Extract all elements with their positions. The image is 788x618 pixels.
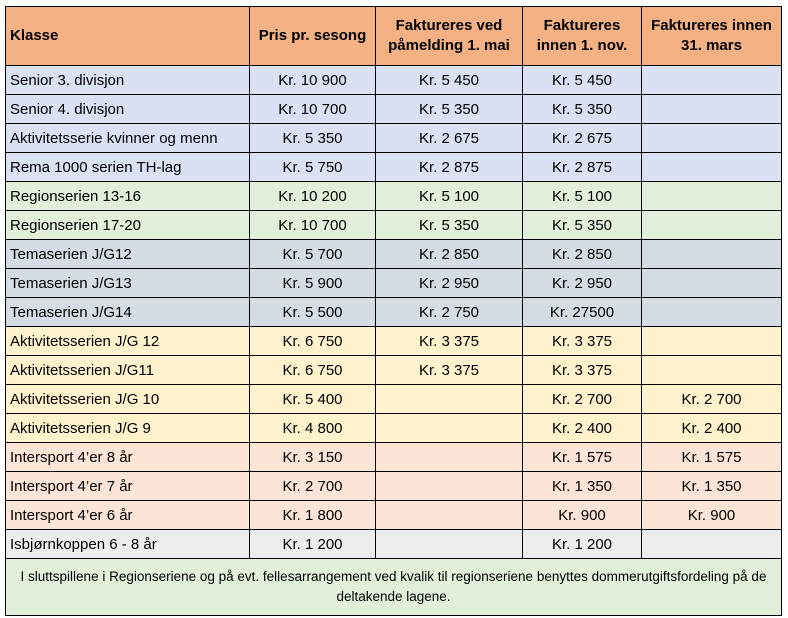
cell-mars[interactable] xyxy=(642,153,782,182)
cell-mai[interactable] xyxy=(376,414,523,443)
table-row xyxy=(6,124,782,153)
cell-klasse[interactable]: Senior 4. divisjon xyxy=(6,95,250,124)
header-nov[interactable]: Faktureres innen 1. nov. xyxy=(523,7,642,66)
cell-mars[interactable] xyxy=(642,356,782,385)
cell-mai[interactable]: Kr. 2 950 xyxy=(376,269,523,298)
cell-pris[interactable]: Kr. 4 800 xyxy=(250,414,376,443)
table-row xyxy=(6,211,782,240)
cell-mars[interactable]: Kr. 1 350 xyxy=(642,472,782,501)
cell-pris[interactable]: Kr. 5 500 xyxy=(250,298,376,327)
table-row xyxy=(6,153,782,182)
cell-pris[interactable]: Kr. 10 200 xyxy=(250,182,376,211)
cell-mars[interactable] xyxy=(642,327,782,356)
table-row xyxy=(6,530,782,559)
cell-nov[interactable]: Kr. 1 575 xyxy=(523,443,642,472)
cell-pris[interactable]: Kr. 5 700 xyxy=(250,240,376,269)
price-table xyxy=(5,6,782,616)
cell-nov[interactable]: Kr. 5 350 xyxy=(523,211,642,240)
cell-klasse[interactable]: Aktivitetsserien J/G11 xyxy=(6,356,250,385)
cell-nov[interactable]: Kr. 3 375 xyxy=(523,356,642,385)
cell-mai[interactable]: Kr. 3 375 xyxy=(376,327,523,356)
cell-klasse[interactable]: Senior 3. divisjon xyxy=(6,66,250,95)
cell-pris[interactable]: Kr. 3 150 xyxy=(250,443,376,472)
table-row xyxy=(6,443,782,472)
table-row xyxy=(6,240,782,269)
cell-mars[interactable] xyxy=(642,530,782,559)
cell-nov[interactable]: Kr. 1 350 xyxy=(523,472,642,501)
header-klasse[interactable]: Klasse xyxy=(6,7,250,66)
cell-pris[interactable]: Kr. 1 800 xyxy=(250,501,376,530)
cell-mai[interactable]: Kr. 5 350 xyxy=(376,211,523,240)
cell-pris[interactable]: Kr. 5 900 xyxy=(250,269,376,298)
cell-mars[interactable] xyxy=(642,124,782,153)
cell-nov[interactable]: Kr. 2 950 xyxy=(523,269,642,298)
cell-klasse[interactable]: Regionserien 13-16 xyxy=(6,182,250,211)
table-row xyxy=(6,182,782,211)
cell-klasse[interactable]: Aktivitetsserien J/G 10 xyxy=(6,385,250,414)
cell-pris[interactable]: Kr. 6 750 xyxy=(250,356,376,385)
cell-mars[interactable] xyxy=(642,182,782,211)
cell-mai[interactable] xyxy=(376,472,523,501)
table-row xyxy=(6,327,782,356)
cell-mars[interactable] xyxy=(642,240,782,269)
cell-mars[interactable] xyxy=(642,211,782,240)
cell-mai[interactable]: Kr. 2 750 xyxy=(376,298,523,327)
cell-nov[interactable]: Kr. 3 375 xyxy=(523,327,642,356)
cell-nov[interactable]: Kr. 5 450 xyxy=(523,66,642,95)
header-mai[interactable]: Faktureres ved påmelding 1. mai xyxy=(376,7,523,66)
cell-mars[interactable] xyxy=(642,269,782,298)
cell-pris[interactable]: Kr. 6 750 xyxy=(250,327,376,356)
cell-pris[interactable]: Kr. 10 900 xyxy=(250,66,376,95)
cell-nov[interactable]: Kr. 27500 xyxy=(523,298,642,327)
table-row xyxy=(6,298,782,327)
cell-nov[interactable]: Kr. 2 700 xyxy=(523,385,642,414)
cell-mai[interactable]: Kr. 2 875 xyxy=(376,153,523,182)
table-row xyxy=(6,385,782,414)
cell-klasse[interactable]: Intersport 4’er 7 år xyxy=(6,472,250,501)
cell-klasse[interactable]: Rema 1000 serien TH-lag xyxy=(6,153,250,182)
cell-mars[interactable] xyxy=(642,95,782,124)
table-row xyxy=(6,472,782,501)
cell-mai[interactable] xyxy=(376,501,523,530)
note-row xyxy=(6,559,782,616)
cell-mai[interactable] xyxy=(376,530,523,559)
cell-mai[interactable] xyxy=(376,443,523,472)
cell-mars[interactable] xyxy=(642,66,782,95)
cell-nov[interactable]: Kr. 2 400 xyxy=(523,414,642,443)
cell-nov[interactable]: Kr. 2 875 xyxy=(523,153,642,182)
cell-nov[interactable]: Kr. 900 xyxy=(523,501,642,530)
cell-pris[interactable]: Kr. 10 700 xyxy=(250,211,376,240)
cell-klasse[interactable]: Aktivitetsserie kvinner og menn xyxy=(6,124,250,153)
cell-mars[interactable]: Kr. 2 400 xyxy=(642,414,782,443)
table-body xyxy=(6,66,782,616)
cell-mars[interactable]: Kr. 900 xyxy=(642,501,782,530)
cell-nov[interactable]: Kr. 5 100 xyxy=(523,182,642,211)
cell-klasse[interactable]: Aktivitetsserien J/G 9 xyxy=(6,414,250,443)
cell-nov[interactable]: Kr. 5 350 xyxy=(523,95,642,124)
cell-nov[interactable]: Kr. 2 850 xyxy=(523,240,642,269)
cell-mars[interactable]: Kr. 2 700 xyxy=(642,385,782,414)
cell-mai[interactable]: Kr. 2 675 xyxy=(376,124,523,153)
cell-klasse[interactable]: Regionserien 17-20 xyxy=(6,211,250,240)
cell-klasse[interactable]: Aktivitetsserien J/G 12 xyxy=(6,327,250,356)
cell-pris[interactable]: Kr. 1 200 xyxy=(250,530,376,559)
header-row xyxy=(6,7,782,66)
cell-klasse[interactable]: Intersport 4’er 6 år xyxy=(6,501,250,530)
cell-klasse[interactable]: Temaserien J/G14 xyxy=(6,298,250,327)
cell-pris[interactable]: Kr. 5 750 xyxy=(250,153,376,182)
cell-mai[interactable]: Kr. 5 350 xyxy=(376,95,523,124)
cell-mai[interactable]: Kr. 5 100 xyxy=(376,182,523,211)
header-pris[interactable]: Pris pr. sesong xyxy=(250,7,376,66)
cell-klasse[interactable]: Temaserien J/G12 xyxy=(6,240,250,269)
cell-klasse[interactable]: Intersport 4’er 8 år xyxy=(6,443,250,472)
cell-pris[interactable]: Kr. 2 700 xyxy=(250,472,376,501)
cell-nov[interactable]: Kr. 2 675 xyxy=(523,124,642,153)
cell-mai[interactable] xyxy=(376,385,523,414)
cell-mars[interactable]: Kr. 1 575 xyxy=(642,443,782,472)
table-row xyxy=(6,414,782,443)
cell-pris[interactable]: Kr. 10 700 xyxy=(250,95,376,124)
table-row xyxy=(6,95,782,124)
footnote[interactable]: I sluttspillene i Regionseriene og på evt. fellesarrangement ved kvalik til regionseriene benyttes dommerutgiftsfordeling på de deltakende lagene. xyxy=(6,559,782,616)
table-row xyxy=(6,501,782,530)
table-row xyxy=(6,356,782,385)
cell-pris[interactable]: Kr. 5 350 xyxy=(250,124,376,153)
cell-pris[interactable]: Kr. 5 400 xyxy=(250,385,376,414)
table-row xyxy=(6,66,782,95)
cell-mars[interactable] xyxy=(642,298,782,327)
cell-mai[interactable]: Kr. 3 375 xyxy=(376,356,523,385)
cell-klasse[interactable]: Temaserien J/G13 xyxy=(6,269,250,298)
cell-mai[interactable]: Kr. 2 850 xyxy=(376,240,523,269)
cell-nov[interactable]: Kr. 1 200 xyxy=(523,530,642,559)
header-mars[interactable]: Faktureres innen 31. mars xyxy=(642,7,782,66)
cell-mai[interactable]: Kr. 5 450 xyxy=(376,66,523,95)
cell-klasse[interactable]: Isbjørnkoppen 6 - 8 år xyxy=(6,530,250,559)
table-row xyxy=(6,269,782,298)
